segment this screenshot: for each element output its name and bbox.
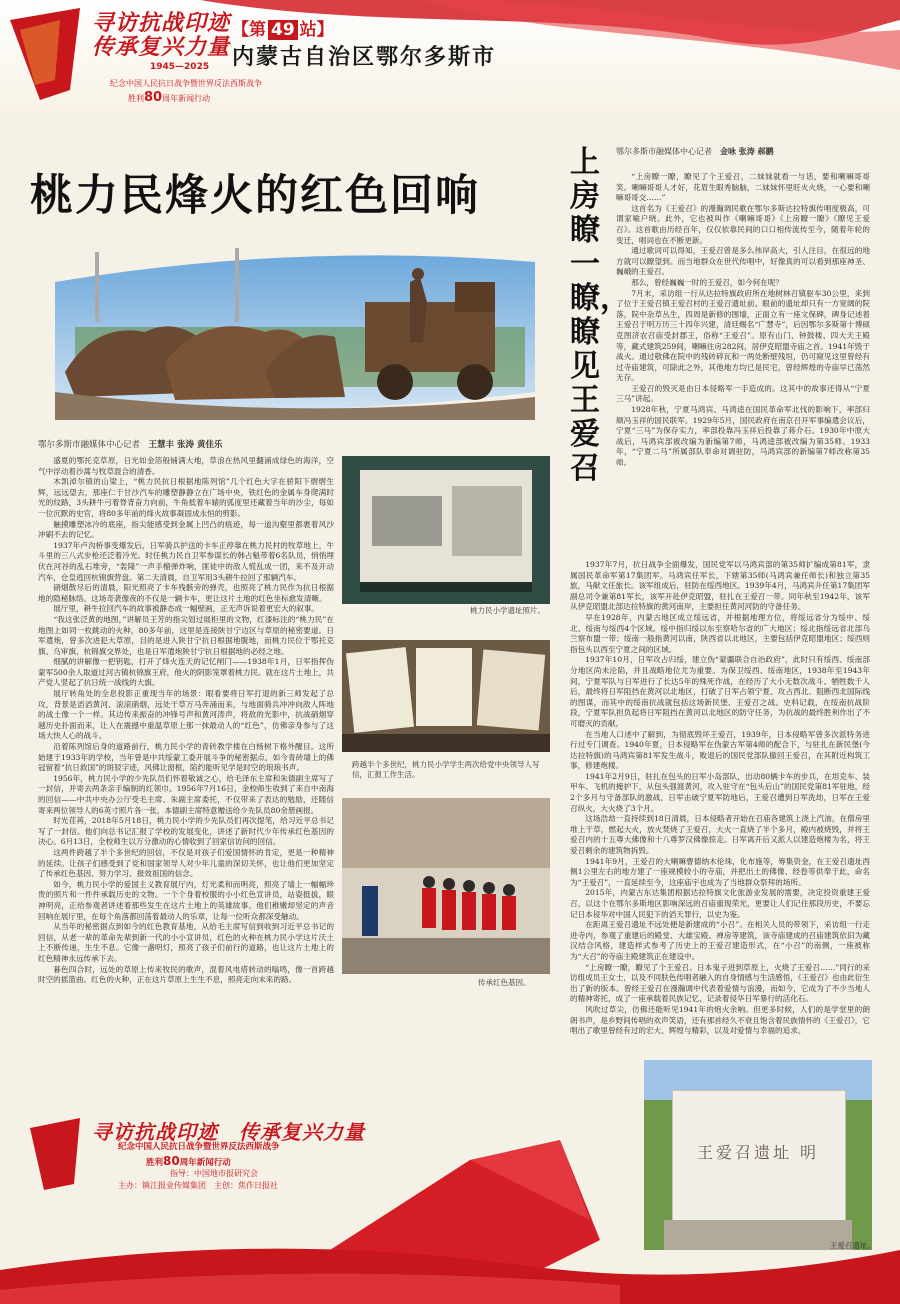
paragraph: 通过歌词可以得知，王爱召曾是多么伟岸高大，引人注目，在很远的地方就可以瞭望到。而当地群众在世代传唱中，好像真的可以看到那座神圣、巍峨的王爱召。 bbox=[616, 246, 870, 277]
monument-inscription: 王爱召遗址 明 bbox=[696, 1143, 820, 1162]
right-article-body-bottom bbox=[570, 560, 870, 1058]
footer-sub-pre: 胜利 bbox=[146, 1158, 164, 1168]
paragraph: 从当年的秘密据点到如今的红色教育基地，从给毛主席写信到收到习近平总书记的回信，从老一辈的革命先辈到新一代的小小宣讲员，红色的火种在桃力民小学这片沃土上不断传递，生生不息。它像一盏明灯，照亮了孩子们前行的道路，也让这片土地上的红色精神永远传承下去。 bbox=[38, 922, 334, 963]
paragraph: 这首名为《王爱召》的漫瀚调民歌在鄂尔多斯达拉特旗传唱度极高，可谓家喻户晓。此外，它也被叫作《喇嘛哥哥》《上房瞭一瞭》《瞭见王爱召》。这首歌由历经百年，仅仅依靠民间的口口相传流传至今，随着年轮的变迁，唱词也在不断更新。 bbox=[616, 203, 870, 245]
logo-sub-post: 周年新闻行动 bbox=[162, 94, 211, 103]
paragraph: 盛夏的鄂托克草原，日光如金箔般铺满大地，草浪在热风里翻涌成绿色的海洋，空气中浮动着沙蒿与牧草混合的清香。 bbox=[38, 456, 334, 476]
logo-title bbox=[92, 12, 230, 60]
logo-years: 1945—2025 bbox=[150, 62, 210, 72]
byline-prefix: 鄂尔多斯市融媒体中心记者 bbox=[38, 440, 141, 450]
paragraph: “上房瞭一瞭，瞭见了个王爱召，二妹妹就看一与话，要和喇嘛哥哥笑。喇嘛哥哥人才好，花眉生眼秀脑脑，二妹妹怀里旺火火烧，一心要和喇嘛哥哥交……” bbox=[616, 172, 870, 203]
footer-guide: 指导：中国地市报研究会 bbox=[170, 1169, 258, 1178]
right-article-byline bbox=[616, 146, 774, 157]
footer-subtitle-2 bbox=[146, 1154, 231, 1168]
paragraph: 时光荏苒，2018年5月18日，桃力民小学的少先队员们再次提笔，给习近平总书记写了一封信。他们向总书记汇报了学校的发展变化，讲述了新时代少年传承红色基因的决心。6月13日，全校师生以万分激动的心情收到了回家信访问的回信。 bbox=[38, 816, 334, 847]
byline-names: 王慧丰 张涛 黄佳乐 bbox=[148, 440, 223, 450]
footer-host: 主办：镇江报业传媒集团 主创：焦作日报社 bbox=[118, 1181, 278, 1190]
byline-prefix: 鄂尔多斯市融媒体中心记者 bbox=[616, 147, 712, 156]
paragraph: 沿着陈列馆后身的道路前行，桃力民小学的青砖教学楼在白杨树下格外醒目。这所始建于1933年的学校，当年曾是中共绥蒙工委开展斗争的秘密据点，如今青砖墙上的佛冠留着“抗日救国”的斑驳字迹，风佛让窗框，陷约能听见学是时空的琅琅书声。 bbox=[38, 742, 334, 773]
paragraph: 1941年9月，王爱召的大喇嘛曹德纳木伦珠，化布施等，筹集资金，在王爱召遗址西侧1公里左右的地方建了一座规模较小的寺庙，并把出土的佛像、经卷等供奉于此，命名为“王爱召”，一直延续至今，这座庙宇也成为了当地群众祭拜的场所。 bbox=[570, 856, 870, 887]
paragraph: 风吹过草尖，仿佛还能听见1941年的炮火余响。但更多时候，人们的是学堂里的朗朗书声，是乡野间传唱的欢声笑语，还有那首经久不衰且饱含着民族情怀的《王爱召》，它唱出了歌里曾经有过的宏大、辉煌与精彩，以及对爱情与幸福的追求。 bbox=[570, 1004, 870, 1036]
logo-subtitle: 纪念中国人民抗日战争暨世界反法西斯战争 bbox=[110, 79, 262, 88]
photo-caption: 王爱召遗址。 bbox=[830, 1241, 875, 1250]
paragraph: 早在1928年，内蒙古地区成立绥远省，并根据地理方位，将绥远省分为绥中、绥北、绥南与绥西4个区域。绥中指归绥以东至察哈尔省的广大地区；绥北指绥远省北部乌兰察布盟一带；绥南一般指黄河以南，陕西省以北地区，主要包括伊克昭盟地区；绥西则指包头以西至宁夏之间的区域。 bbox=[570, 612, 870, 654]
paragraph: 1937年卢沟桥事变爆发后，日军骑兵护送的卡车正停靠在桃力民村的牧草地上，牛斗里的三八式步枪还泛着冷光。时任桃力民自卫军参谋长的韩占魁带着6名队员，悄悄埋伏在河谷的乱石堆旁，“轰隆”一声手榴弹炸响，匪徒中的敌人慌乱成一团，来不及开动汽车，仓皇逃回杭锦旗营盘。第二天清晨，自卫军用3头耕牛拉回了那辆汽车。 bbox=[38, 540, 334, 582]
paragraph: 王爱召的毁灭是由日本侵略军一手造成的。这其中的故事还得从“宁夏三马”讲起。 bbox=[616, 383, 870, 404]
letters-exhibit-photo bbox=[342, 640, 550, 752]
paragraph: 展厅里，耕牛拉回汽车的故事被静态成一幅壁画，正无声诉说着更宏大的叙事。 bbox=[53, 604, 319, 614]
paragraph: 2015年，内蒙古东达集团根据达拉特旗文化旅游业发展的需要，决定投资重建王爱召，以这个在鄂尔多斯地区影响深远的召庙重现荣光，更要让人们记住那段历史，不要忘记日本侵华对中国人民犯下的滔天罪行，以史为鉴。 bbox=[570, 888, 870, 919]
left-article-title: 桃力民烽火的红色回响 bbox=[30, 171, 480, 221]
logo-title-line-1: 寻访抗战印迹 bbox=[92, 11, 231, 36]
footer-title-1: 寻访抗战印迹 bbox=[92, 1120, 218, 1144]
station-post: 站】 bbox=[299, 20, 334, 40]
logo-subtitle-2 bbox=[128, 90, 210, 105]
paragraph: “我这张泛黄的地图，”讲解员王芳的指尖划过展柜里的文物，红漆标注的“桃力民”在地图上如同一枚跳动的火种，80多年前，这里是连接陕甘宁边区与草原的秘密要道。日军遣炮，曾多次进犯大草原，目的是进入陕甘宁抗日根据地腹地，而桃力民位于鄂托克旗、乌审旗、杭锦旗交界处，也是日军遣炮陕甘宁抗日根据地的必经之地。 bbox=[38, 614, 334, 656]
right-article-body-top bbox=[616, 172, 870, 560]
paragraph: 木凯淖尔镇的山梁上，“桃力民抗日根据地陈列馆”几个红色大字在骄阳下熠熠生辉，远远望去，那座仁于甘沙汽车的雕塑静静立在广场中央，铁红色的金属车身爬满时光的纹路，3头耕牛弓着脊背奋力向前，牛角抵着车辕的弧度里还藏着当年的沙尘，每如一位沉默的史官，将80多年前的烽火故事凝固成永恒的剪影。 bbox=[38, 477, 334, 518]
logo-title-line-2: 传承复兴力量 bbox=[92, 35, 231, 60]
paragraph: 1941年2月9日，驻扎在包头的日军小岛部队，出动80辆卡车的步兵，在坦克车、装甲车、飞机的掩护下，从包头强渡黄河，攻入驻守在“包头后山”的国民党第81军驻地，经2个多月与守备部队的激战，日军击破宁夏军防地后，王爱召遭到日军洗劫，日军在王爱召纵火，大火烧了3个月。 bbox=[570, 771, 870, 813]
paragraph: 那么，曾经巍巍一时的王爱召，如今何在呢？ bbox=[631, 277, 784, 287]
paragraph: 硝烟散尽后的清晨，阳光照亮了卡车残骸旁的弹壳，也照亮了桃力民作为抗日根据地的隐秘脉络。这场奇袭像夜的不仅是一辆卡车，更让这片土地的红色坐标愈发清晰。 bbox=[38, 583, 334, 603]
paragraph: 1937年10月，日军攻占归绥，建立伪“蒙疆联合自治政府”，此时只有绥西、绥南部分地区尚未沦陷，并且战略地位尤为重要。为保卫绥西、绥南地区，1938年至1943年间，宁夏军队与日军进行了长达5年的殊死作战，在经历了大小无数次战斗、牺牲数千人后，最终将日军阻挡在黄河以北地区，打破了日军占领宁夏、攻占西北、阻断西北国际线的图谋，而其中的绥南抗战就包括这场新民堡、王爱召之战。史料记载，在绥南抗战阶段，宁夏军队担负起将日军阻挡在黄河以北地区的防守任务，为抗战的最终胜利作出了不可磨灭的贡献。 bbox=[570, 655, 870, 728]
right-article-title: 上房瞭一瞭，瞭见王爱召 bbox=[570, 145, 630, 486]
header-banner bbox=[0, 0, 900, 112]
footer-subtitle: 纪念中国人民抗日战争暨世界反法西斯战争 bbox=[118, 1142, 280, 1152]
photo-caption: 跨越半个多世纪，桃力民小学学生两次给党中央领导人写信，汇报工作生活。 bbox=[352, 760, 540, 779]
paragraph: 在距离王爱召遗址不远处便是新建成的“小召”。在相关人员的带领下，采访组一行走进寺内，参观了重建后的殿堂、大雄宝殿、禅房等建筑，该寺庙建成的召庙建筑依旧为藏汉结合风格，建造样式参考了历史上的王爱召建造形式，在“小召”的南侧，一座被称为“大召”的寺庙主殿建筑正在建设中。 bbox=[570, 920, 870, 961]
school-site-photo bbox=[342, 456, 550, 604]
left-article-body bbox=[38, 456, 334, 1108]
paragraph: 在当地人口述中了解到，为彻底毁坏王爱召，1939年，日本侵略军曾多次派特务进行过专门调查。1940年夏，日本侵略军在伪蒙古军第4师的配合下，与驻扎在新民堡(今达拉特旗)的马鸿宾第81军发生战斗，败退后的国民党部队撤回王爱召，在其附近构筑工事，修建炮楼。 bbox=[570, 729, 870, 771]
station-number: 49 bbox=[268, 20, 298, 40]
paragraph: 展厅转角处的全息投影正重现当年的场景：眼看要将日军打退的新三师发起了总攻，背景是滔滔黄河、滚滚硝烟，远处干草万马奔涌而来，与地面骑兵冲冲向敌人阵地的战士像一个一样。其边传来振奋的冲锋号声和黄河涛声，将敌的光影中，抗战硝烟穿越历史扑面而来，让人在震撼中重温草原上那一抹最动人的“红色”，仿佛亲身参与了这场大快人心的战斗。 bbox=[38, 689, 334, 741]
paragraph: 暮色四合时，远处的草原上传来牧民的歌声，混着风电塔转动的嗡鸣，像一首跨越时空的摇篮曲。红色的火种，正在这片草原上生生不息，照亮走向未来的路。 bbox=[38, 964, 334, 985]
footer-sub-num: 80 bbox=[163, 1154, 180, 1168]
paragraph: 触摸雕塑冰冷的底座，指尖能感受到金属上凹凸的痕迹，每一道沟壑里都裹着风沙冲刷不去的记忆。 bbox=[38, 519, 334, 540]
paragraph: 这场浩劫一直持续到18日清晨，日本侵略者开始在召庙各建筑上浇上汽油，在僧房里堆上干草，燃起大火，放火焚烧了王爱召，大火一直烧了半个多月，殿内被烧毁，并将王爱召内的十五尊大佛像和十八尊罗汉佛像掠走。日军离开后又派人以建造炮楼为名，将王爱召剩余的建筑物拆毁。 bbox=[570, 814, 870, 856]
paragraph: 细腻的讲解像一把钥匙，打开了烽火连天的记忆闸门——1938年1月，日军指挥伪蒙军500余人取道过河古镇杭锦旗王府，他火的阴影笼罩着桃力民。就在这片土地上，共产党人竖起了抗日统一战线的大旗。 bbox=[38, 657, 334, 688]
bronze-oxcart-sculpture-photo bbox=[35, 222, 550, 420]
paragraph: 7月末，采访组一行从达拉特旗政府所在地树林召镇驱车30公里，来到了位于王爱召镇王爱召村的王爱召遗址前。眼前的遗址却只有一方宽阔的院落，院中杂草丛生，四周是新修的围墙，正面立有一座文保碑，碑身记述着王爱召于明万历三十四年兴建，清廷赐名“广慧寺”，后因鄂尔多斯第十博硕克图济农召庙受封郡王，俗称“王爱召”。原有山门、钟鼓楼、四大天王殿等，藏式建筑259间，喇嘛住房282间，居伊克昭盟寺庙之首。1941年毁于战火。通过敬佛在院中的残砖碎瓦和一两处断壁残垣，仍可窥见这里曾经有过寺庙建筑，可除此之外，其他地方均已是民宅，曾经辉煌的寺庙早已荡然无存。 bbox=[616, 288, 870, 383]
left-article-byline bbox=[38, 438, 222, 450]
paragraph: 这两件跨越了半个多世纪的回信，不仅是对孩子们爱国情怀的肯定，更是一种精神的延续。让孩子们感受到了党和国家领导人对少年儿童的深切关怀，也让他们更加坚定了传承红色基因、努力学习、报效祖国的信念。 bbox=[38, 847, 334, 879]
station-pre: 【第 bbox=[232, 20, 266, 40]
paragraph: 1928年秋，宁夏马鸿宾、马鸿逵在国民革命军北伐的影响下，率部归顺冯玉祥的国民联军。1929年5月，国民政府在南京召开军事编遣会议后，宁夏“三马”为保存实力，率部投靠冯玉祥后投靠了蒋介石。1930年中原大战后，马鸿宾部被改编为新编第7师，马鸿逵部被改编为第35师。1933年，“宁夏二马”所属部队奉命对调驻防，马鸿宾部的新编第7师改称第35师。 bbox=[616, 405, 870, 468]
paragraph: 1937年7月，抗日战争全面爆发，国民党军以马鸿宾部的第35师扩编成第81军，隶属国民革命军第17集团军。马鸿宾任军长，下辖第35师(马鸿宾兼任师长)和独立第35旅，马献文任旅长。该军组成后，驻防在绥西地区。1939年4月，马鸿宾升任第17集团军副总司令兼第81军长，该军开赴伊克昭盟，驻扎在王爱召一带。同年秋至1942年，该军从伊克昭盟北部达拉特旗的黄河南岸，主要担任黄河河防的守备任务。 bbox=[570, 560, 870, 612]
byline-names: 金咏 张涛 郝鹏 bbox=[720, 146, 774, 156]
photo-caption: 传承红色基因。 bbox=[478, 978, 531, 987]
paragraph: 如今，桃力民小学的爱国主义教育展厅内，灯光柔和而明亮，照亮了墙上一幅幅珍贵的照片和一件件承载历史的文物。一个个身着校服的小小红色宣讲员，站姿挺拔，眼神明亮，正给参观者讲述着那些发生在这片土地上的英雄故事。他们稚嫩却坚定的声音回响在展厅里，在每个角落都回荡着最动人的乐章，让每一位听众都深受触动。 bbox=[38, 879, 334, 921]
paragraph: “上房瞭一瞭，瞭见了个王爱召。日本鬼子进到草原上，火烧了王爱召……”同行的采访组成员王女士，以及不同肤色传唱者融入的自身情感与生活感悟，《王爱召》也由此衍生出了新的版本。曾经王爱召在漫瀚调中代表着爱情与浪漫，而如今，它成为了不少当地人的精神寄托，成了一座承载着民族记忆、记录着侵华日军暴行的活化石。 bbox=[570, 962, 870, 1004]
paragraph: 1956年，桃力民小学的少先队员们怀着敬诚之心，给毛泽东主席和朱德副主席写了一封信，并寄去两条亲手编制的红领巾。1956年7月16日，金校师生收到了来自中南海的回信——中共中央办公厅受毛主席、朱副主席委托，不仅带来了表达的勉励，还随信寄来两位领导人的6英寸照片各一张，本德副主席特意赠送给少先队员80余册画报。 bbox=[38, 773, 334, 815]
station-label bbox=[232, 15, 334, 40]
logo-sub-num: 80 bbox=[144, 90, 163, 105]
logo-sub-pre: 胜利 bbox=[128, 94, 144, 103]
photo-caption: 桃力民小学遗址照片。 bbox=[470, 606, 545, 615]
location-title: 内蒙古自治区鄂尔多斯市 bbox=[232, 45, 497, 70]
young-guides-photo bbox=[342, 798, 550, 974]
footer-title-2: 传承复兴力量 bbox=[239, 1120, 365, 1144]
footer-sub-post: 周年新闻行动 bbox=[179, 1158, 231, 1168]
